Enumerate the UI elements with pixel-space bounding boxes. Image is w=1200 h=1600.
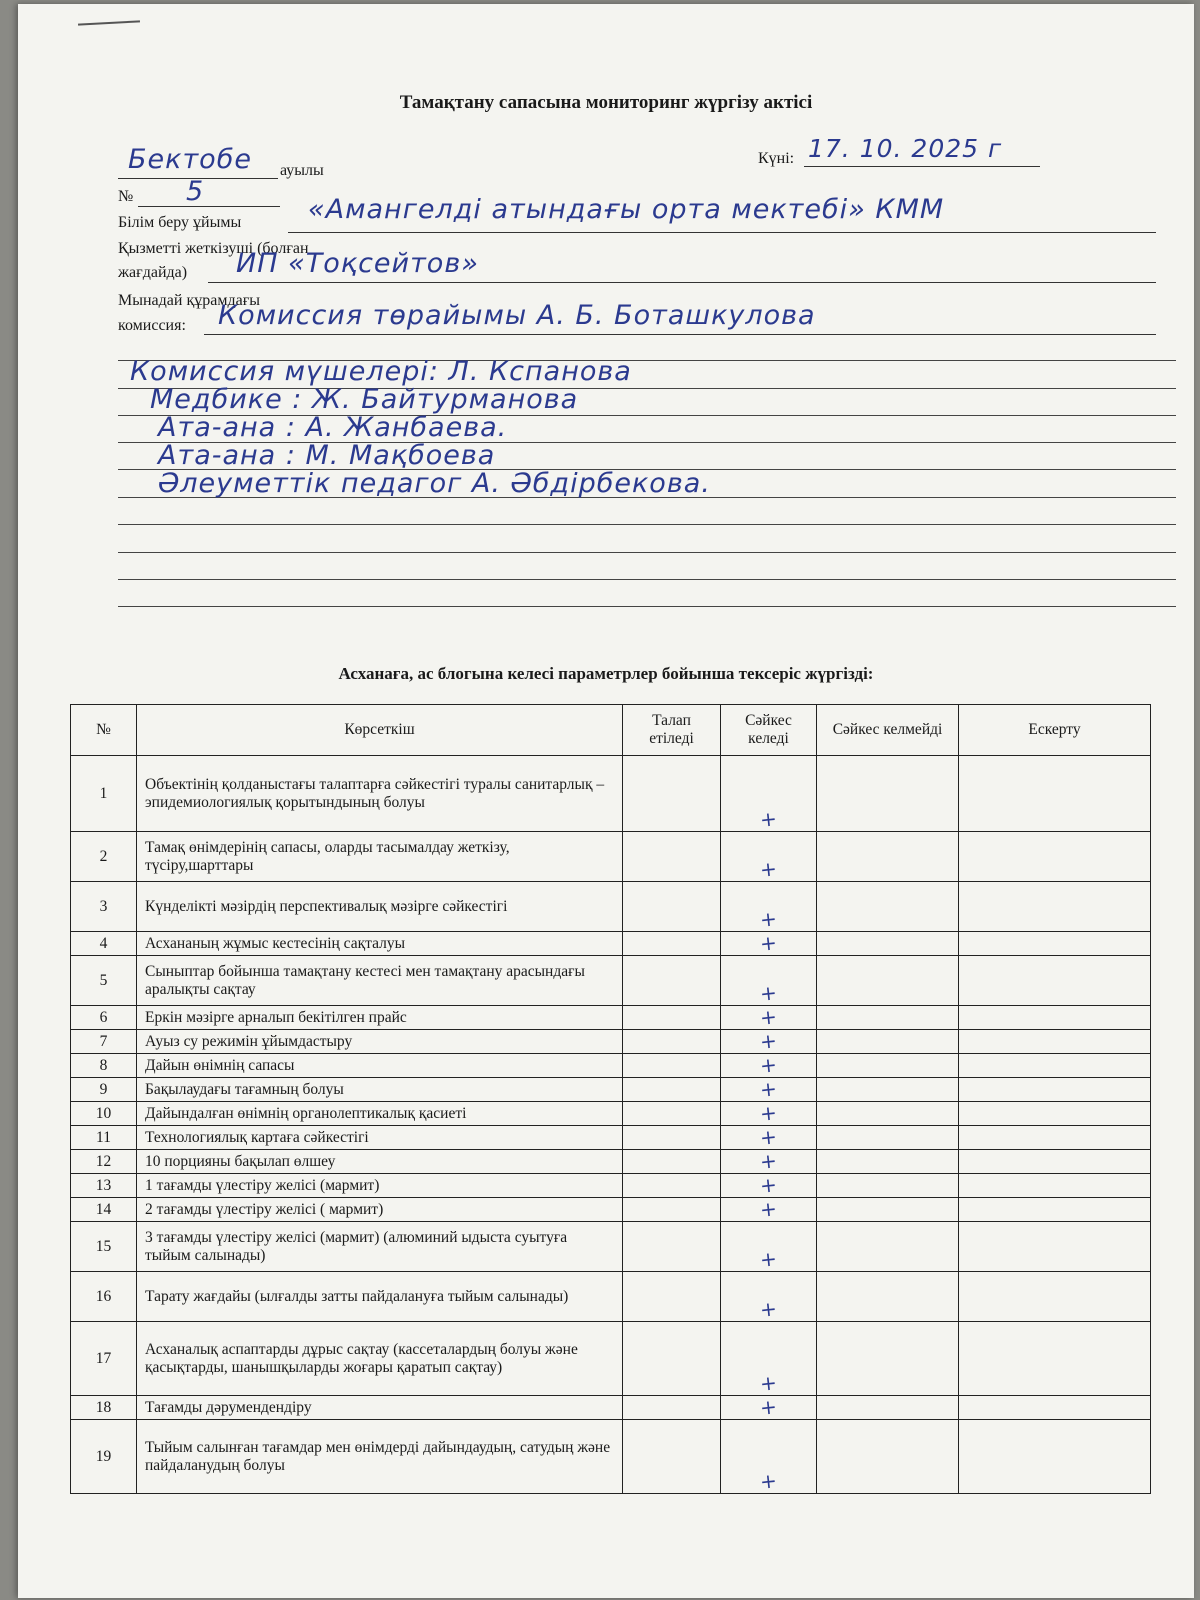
date-value: 17. 10. 2025 г	[808, 134, 1003, 163]
row-not-complies-cell	[817, 1420, 959, 1494]
row-not-complies-cell	[817, 1030, 959, 1054]
row-not-complies-cell	[817, 1126, 959, 1150]
header-indicator: Көрсеткіш	[137, 705, 623, 756]
row-indicator: 3 тағамды үлестіру желісі (мармит) (алюминий ыдыста суытуға тыйым салынады)	[137, 1222, 623, 1272]
header-not-complies: Сәйкес келмейді	[817, 705, 959, 756]
handwritten-plus-mark: +	[758, 1296, 779, 1322]
handwritten-plus-mark: +	[758, 1394, 779, 1420]
commission-chair: Комиссия төрайымы А. Б. Боташкулова	[218, 300, 816, 331]
ruled-line	[118, 606, 1176, 607]
ruled-line	[118, 524, 1176, 525]
ruled-line	[118, 579, 1176, 580]
row-required-cell	[623, 832, 721, 882]
table-row	[71, 756, 1151, 832]
inspection-table	[70, 704, 1151, 1494]
row-indicator: Технологиялық картаға сәйкестігі	[137, 1126, 623, 1150]
table-header-row	[71, 705, 1151, 756]
org-value: «Амангелді атындағы орта мектебі» КММ	[308, 194, 945, 225]
row-number: 1	[71, 756, 137, 832]
row-complies-cell	[721, 956, 817, 1006]
org-label: Білім беру ұйымы	[118, 214, 242, 231]
row-indicator: Бақылаудағы тағамның болуы	[137, 1078, 623, 1102]
row-not-complies-cell	[817, 1198, 959, 1222]
table-row	[71, 1054, 1151, 1078]
row-note-cell	[959, 1006, 1151, 1030]
row-indicator: Объектінің қолданыстағы талаптарға сәйкестігі туралы санитарлық – эпидемиологиялық қорытындының болуы	[137, 756, 623, 832]
row-indicator: 2 тағамды үлестіру желісі ( мармит)	[137, 1198, 623, 1222]
handwritten-plus-mark: +	[758, 930, 779, 956]
row-required-cell	[623, 956, 721, 1006]
row-note-cell	[959, 1030, 1151, 1054]
row-not-complies-cell	[817, 1150, 959, 1174]
table-row	[71, 882, 1151, 932]
row-not-complies-cell	[817, 1272, 959, 1322]
member-line: Ата-ана : М. Мақбоева	[158, 440, 496, 471]
row-complies-cell	[721, 1030, 817, 1054]
village-value: Бектобе	[128, 144, 252, 175]
document-sheet	[18, 4, 1194, 1598]
row-complies-cell	[721, 1006, 817, 1030]
row-note-cell	[959, 956, 1151, 1006]
row-note-cell	[959, 1078, 1151, 1102]
row-required-cell	[623, 1420, 721, 1494]
handwritten-plus-mark: +	[758, 856, 779, 882]
table-row	[71, 1078, 1151, 1102]
row-note-cell	[959, 932, 1151, 956]
row-required-cell	[623, 1396, 721, 1420]
table-row	[71, 832, 1151, 882]
row-complies-cell	[721, 932, 817, 956]
row-number: 6	[71, 1006, 137, 1030]
row-indicator: 1 тағамды үлестіру желісі (мармит)	[137, 1174, 623, 1198]
row-number: 19	[71, 1420, 137, 1494]
header-required: Талап етіледі	[623, 705, 721, 756]
row-not-complies-cell	[817, 1396, 959, 1420]
row-not-complies-cell	[817, 1322, 959, 1396]
row-complies-cell	[721, 1222, 817, 1272]
row-complies-cell	[721, 1198, 817, 1222]
org-underline	[288, 232, 1156, 233]
member-line: Ата-ана : А. Жанбаева.	[158, 412, 508, 443]
handwritten-plus-mark: +	[758, 1370, 779, 1396]
row-indicator: Тағамды дәрумендендіру	[137, 1396, 623, 1420]
row-required-cell	[623, 932, 721, 956]
handwritten-plus-mark: +	[758, 806, 779, 832]
number-value: 5	[186, 176, 205, 207]
row-note-cell	[959, 1054, 1151, 1078]
handwritten-plus-mark: +	[758, 1028, 779, 1054]
row-number: 16	[71, 1272, 137, 1322]
table-row	[71, 932, 1151, 956]
row-not-complies-cell	[817, 932, 959, 956]
row-required-cell	[623, 1078, 721, 1102]
row-indicator: Дайындалған өнімнің органолептикалық қасиеті	[137, 1102, 623, 1126]
row-required-cell	[623, 1222, 721, 1272]
row-number: 10	[71, 1102, 137, 1126]
row-complies-cell	[721, 1102, 817, 1126]
row-note-cell	[959, 1198, 1151, 1222]
row-note-cell	[959, 1150, 1151, 1174]
table-row	[71, 1272, 1151, 1322]
village-label: ауылы	[280, 162, 324, 179]
row-required-cell	[623, 1030, 721, 1054]
ruled-line	[118, 552, 1176, 553]
table-body	[71, 756, 1151, 1494]
row-complies-cell	[721, 1420, 817, 1494]
row-note-cell	[959, 1396, 1151, 1420]
handwritten-plus-mark: +	[758, 1172, 779, 1198]
row-note-cell	[959, 1420, 1151, 1494]
row-number: 13	[71, 1174, 137, 1198]
pen-stroke-mark	[78, 20, 140, 25]
row-indicator: Еркін мәзірге арналып бекітілген прайс	[137, 1006, 623, 1030]
row-required-cell	[623, 1272, 721, 1322]
row-not-complies-cell	[817, 832, 959, 882]
row-not-complies-cell	[817, 1054, 959, 1078]
table-row	[71, 1102, 1151, 1126]
row-indicator: Тыйым салынған тағамдар мен өнімдерді дайындаудың, сатудың және пайдаланудың болуы	[137, 1420, 623, 1494]
row-complies-cell	[721, 1396, 817, 1420]
handwritten-plus-mark: +	[758, 1468, 779, 1494]
row-not-complies-cell	[817, 756, 959, 832]
row-indicator: Тарату жағдайы (ылғалды затты пайдалануға тыйым салынады)	[137, 1272, 623, 1322]
member-line: Комиссия мүшелері: Л. Кспанова	[130, 356, 632, 387]
header-note: Ескерту	[959, 705, 1151, 756]
member-line: Әлеуметтік педагог А. Әбдірбекова.	[158, 468, 711, 499]
row-complies-cell	[721, 1322, 817, 1396]
row-number: 7	[71, 1030, 137, 1054]
date-underline	[804, 166, 1040, 167]
provider-label-line2: жағдайда)	[118, 264, 188, 281]
row-required-cell	[623, 1054, 721, 1078]
row-required-cell	[623, 1006, 721, 1030]
document-title: Тамақтану сапасына мониторинг жүргізу актісі	[399, 92, 813, 113]
row-number: 2	[71, 832, 137, 882]
row-indicator: Сыныптар бойынша тамақтану кестесі мен тамақтану арасындағы аралықты сақтау	[137, 956, 623, 1006]
row-number: 15	[71, 1222, 137, 1272]
table-row	[71, 956, 1151, 1006]
row-complies-cell	[721, 882, 817, 932]
row-complies-cell	[721, 1078, 817, 1102]
section-subtitle: Асханаға, ас блогына келесі параметрлер бойынша тексеріс жүргізді:	[338, 664, 874, 683]
provider-value: ИП «Тоқсейтов»	[236, 248, 479, 279]
handwritten-plus-mark: +	[758, 1076, 779, 1102]
table-row	[71, 1174, 1151, 1198]
table-row	[71, 1150, 1151, 1174]
row-indicator: Асхананың жұмыс кестесінің сақталуы	[137, 932, 623, 956]
row-number: 5	[71, 956, 137, 1006]
row-note-cell	[959, 1322, 1151, 1396]
handwritten-plus-mark: +	[758, 1148, 779, 1174]
commission-label-line1: Мынадай құрамдағы	[118, 292, 260, 309]
date-label: Күні:	[758, 150, 795, 167]
row-number: 4	[71, 932, 137, 956]
row-not-complies-cell	[817, 1102, 959, 1126]
row-indicator: Асханалық аспаптарды дұрыс сақтау (кассеталардың болуы және қасықтарды, шанышқыларды жоғары қаратып сақтау)	[137, 1322, 623, 1396]
header-complies: Сәйкес келеді	[721, 705, 817, 756]
row-not-complies-cell	[817, 1078, 959, 1102]
row-indicator: Тамақ өнімдерінің сапасы, оларды тасымалдау жеткізу, түсіру,шарттары	[137, 832, 623, 882]
row-not-complies-cell	[817, 1222, 959, 1272]
row-required-cell	[623, 1322, 721, 1396]
header-num: №	[71, 705, 137, 756]
handwritten-plus-mark: +	[758, 1246, 779, 1272]
row-number: 3	[71, 882, 137, 932]
table-row	[71, 1006, 1151, 1030]
table-row	[71, 1420, 1151, 1494]
row-required-cell	[623, 756, 721, 832]
table-row	[71, 1322, 1151, 1396]
handwritten-plus-mark: +	[758, 1052, 779, 1078]
row-required-cell	[623, 1150, 721, 1174]
row-note-cell	[959, 832, 1151, 882]
row-complies-cell	[721, 1150, 817, 1174]
row-required-cell	[623, 1174, 721, 1198]
row-required-cell	[623, 1198, 721, 1222]
handwritten-plus-mark: +	[758, 1100, 779, 1126]
row-number: 18	[71, 1396, 137, 1420]
row-note-cell	[959, 1174, 1151, 1198]
provider-underline	[208, 282, 1156, 283]
row-complies-cell	[721, 1054, 817, 1078]
row-number: 11	[71, 1126, 137, 1150]
handwritten-plus-mark: +	[758, 1124, 779, 1150]
row-complies-cell	[721, 1272, 817, 1322]
row-number: 14	[71, 1198, 137, 1222]
row-note-cell	[959, 756, 1151, 832]
row-note-cell	[959, 1222, 1151, 1272]
number-label: №	[118, 188, 134, 205]
handwritten-plus-mark: +	[758, 980, 779, 1006]
handwritten-plus-mark: +	[758, 1196, 779, 1222]
row-required-cell	[623, 1102, 721, 1126]
provider-label-line1: Қызметті жеткізуші (болған	[118, 240, 309, 257]
row-indicator: Ауыз су режимін ұйымдастыру	[137, 1030, 623, 1054]
handwritten-plus-mark: +	[758, 906, 779, 932]
row-not-complies-cell	[817, 882, 959, 932]
row-complies-cell	[721, 832, 817, 882]
row-number: 17	[71, 1322, 137, 1396]
row-complies-cell	[721, 1126, 817, 1150]
row-number: 12	[71, 1150, 137, 1174]
row-note-cell	[959, 1272, 1151, 1322]
row-not-complies-cell	[817, 1174, 959, 1198]
number-underline	[138, 206, 280, 207]
table-row	[71, 1198, 1151, 1222]
handwritten-plus-mark: +	[758, 1004, 779, 1030]
row-not-complies-cell	[817, 956, 959, 1006]
row-number: 9	[71, 1078, 137, 1102]
row-indicator: 10 порцияны бақылап өлшеу	[137, 1150, 623, 1174]
commission-underline	[204, 334, 1156, 335]
row-note-cell	[959, 1126, 1151, 1150]
row-complies-cell	[721, 756, 817, 832]
row-number: 8	[71, 1054, 137, 1078]
table-row	[71, 1030, 1151, 1054]
row-note-cell	[959, 882, 1151, 932]
member-line: Медбике : Ж. Байтурманова	[150, 384, 579, 415]
table-row	[71, 1396, 1151, 1420]
table-row	[71, 1222, 1151, 1272]
row-required-cell	[623, 1126, 721, 1150]
row-complies-cell	[721, 1174, 817, 1198]
row-indicator: Күнделікті мәзірдің перспективалық мәзірге сәйкестігі	[137, 882, 623, 932]
row-note-cell	[959, 1102, 1151, 1126]
commission-label-line2: комиссия:	[118, 317, 186, 334]
table-row	[71, 1126, 1151, 1150]
row-required-cell	[623, 882, 721, 932]
row-not-complies-cell	[817, 1006, 959, 1030]
row-indicator: Дайын өнімнің сапасы	[137, 1054, 623, 1078]
